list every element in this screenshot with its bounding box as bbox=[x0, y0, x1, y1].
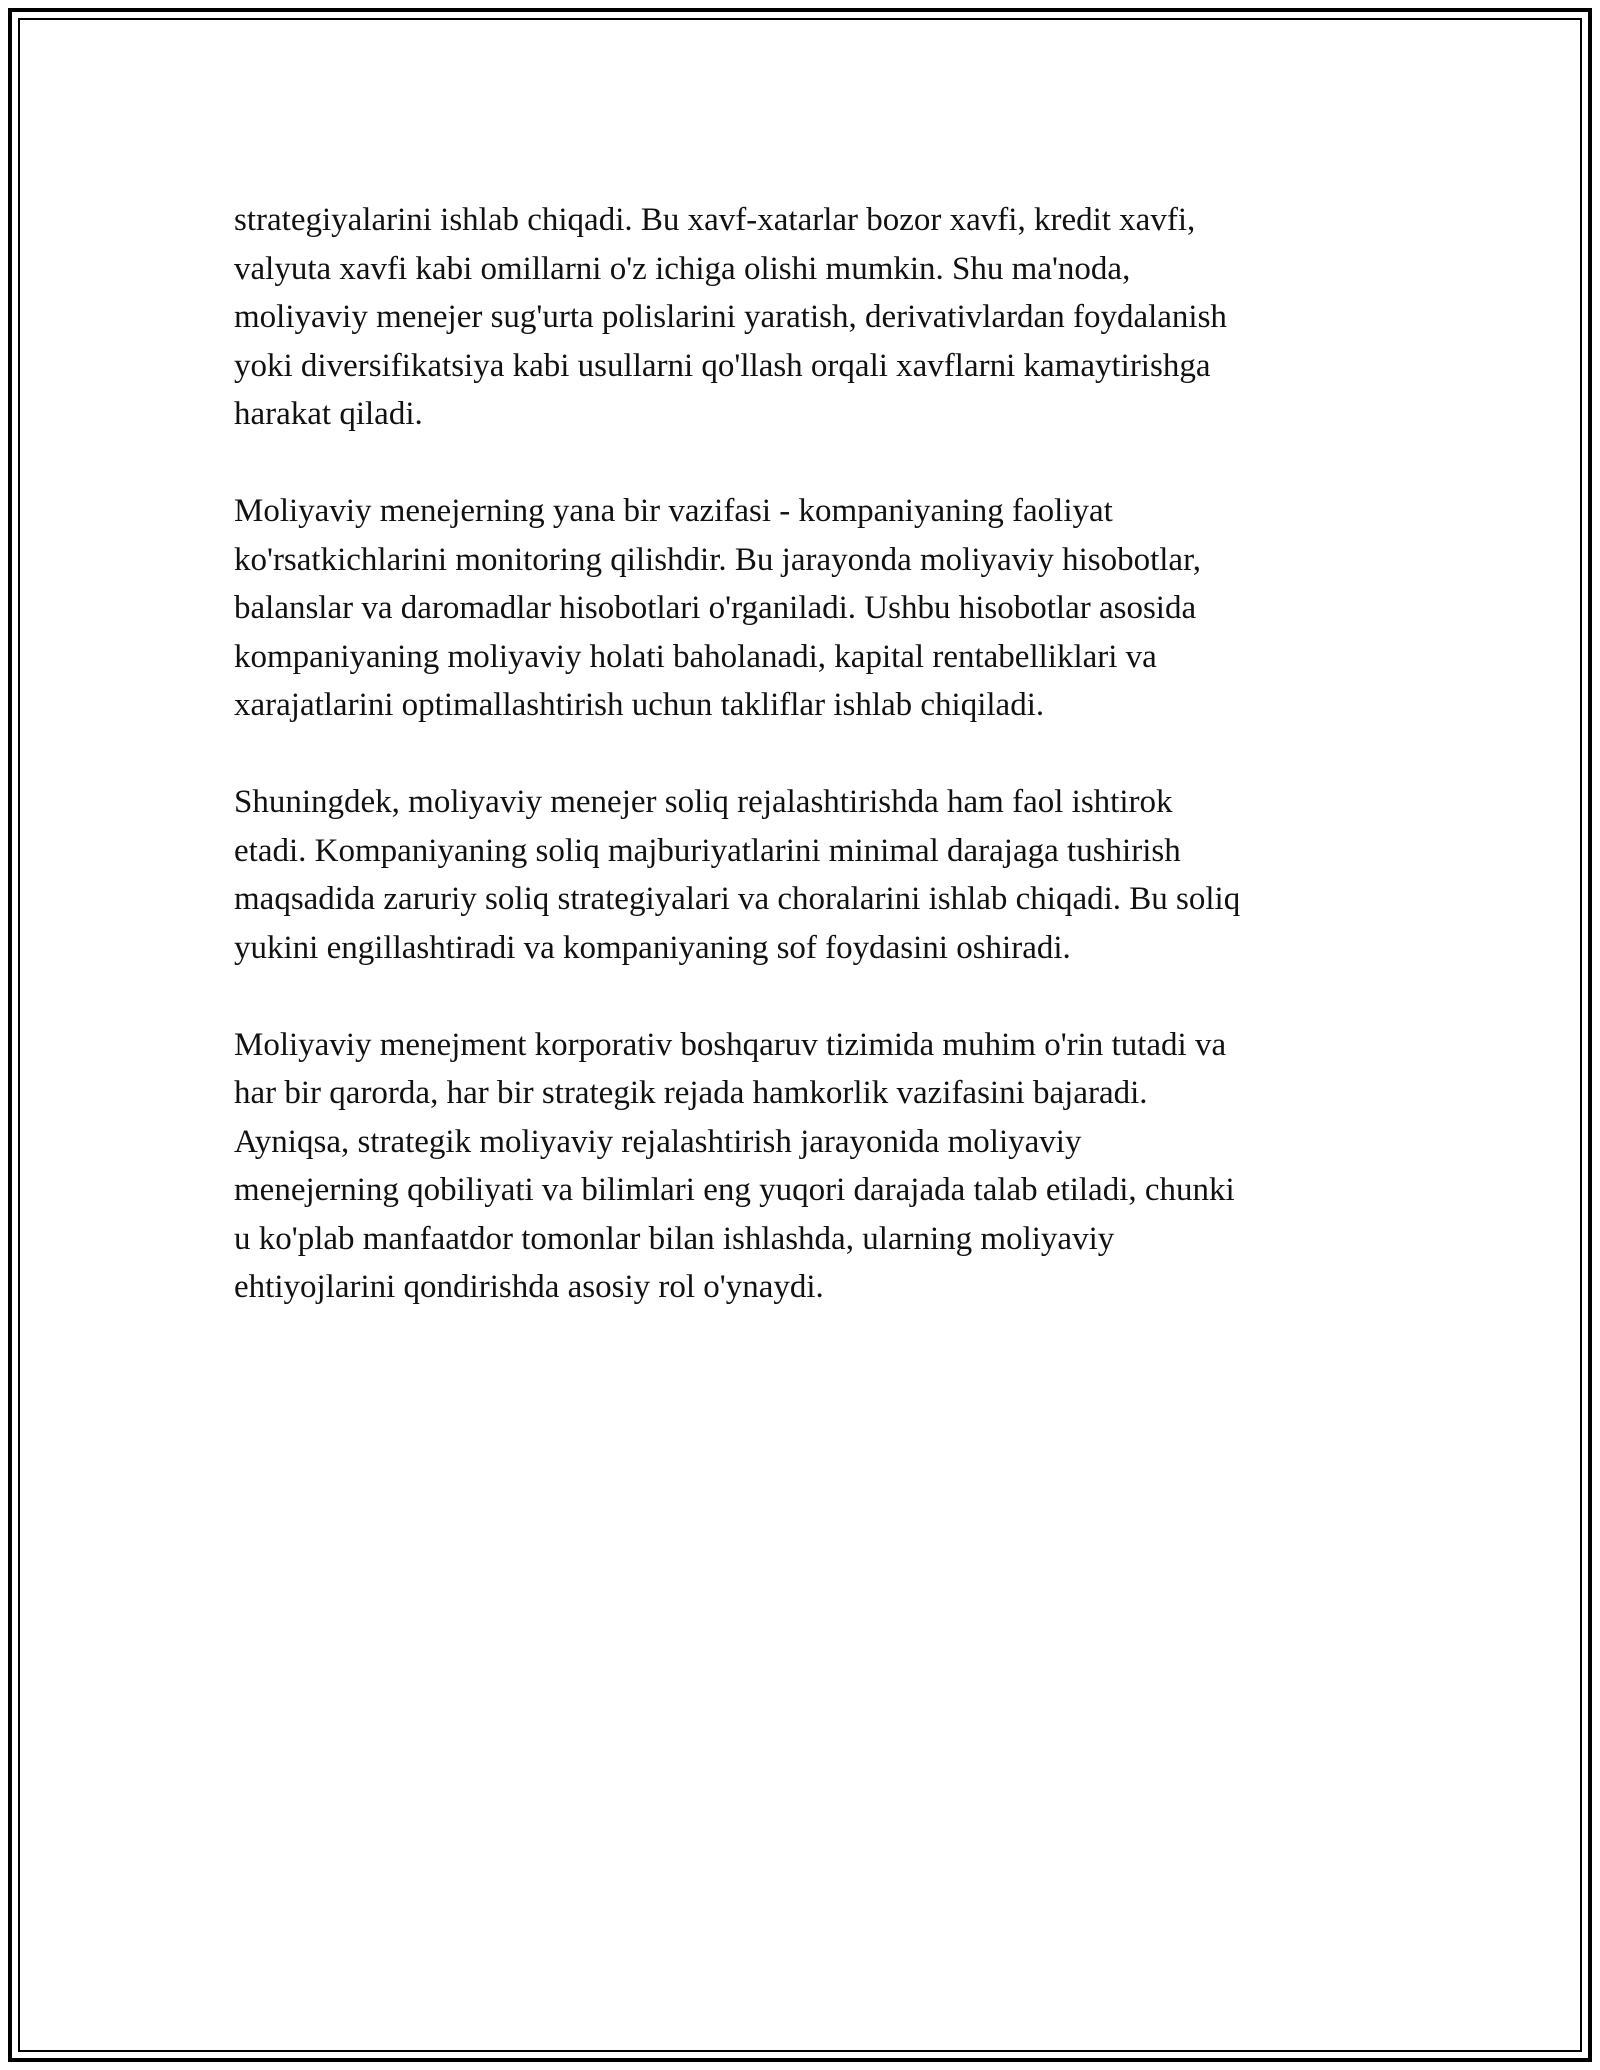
text-line: xarajatlarini optimallashtirish uchun takliflar ishlab chiqiladi. bbox=[234, 687, 1045, 723]
document-body bbox=[234, 196, 1374, 1360]
paragraph-tax-planning bbox=[234, 778, 1374, 972]
text-line: menejerning qobiliyati va bilimlari eng yuqori darajada talab etiladi, chunki bbox=[234, 1172, 1235, 1208]
text-line: maqsadida zaruriy soliq strategiyalari va choralarini ishlab chiqadi. Bu soliq bbox=[234, 881, 1241, 917]
text-line: kompaniyaning moliyaviy holati baholanadi, kapital rentabelliklari va bbox=[234, 638, 1157, 675]
text-line: ko'rsatkichlarini monitoring qilishdir. Bu jarayonda moliyaviy hisobotlar, bbox=[234, 541, 1201, 578]
paragraph-risk-management bbox=[234, 196, 1374, 439]
paragraph-performance-monitoring bbox=[234, 487, 1374, 730]
text-line: yoki diversifikatsiya kabi usullarni qo'llash orqali xavflarni kamaytirishga bbox=[234, 347, 1211, 384]
text-line: strategiyalarini ishlab chiqadi. Bu xavf-xatarlar bozor xavfi, kredit xavfi, bbox=[234, 202, 1196, 238]
text-line: Moliyaviy menejerning yana bir vazifasi - kompaniyaning faoliyat bbox=[234, 493, 1113, 529]
text-line: yukini engillashtiradi va kompaniyaning sof foydasini oshiradi. bbox=[234, 929, 1071, 966]
text-line: harakat qiladi. bbox=[234, 396, 423, 432]
paragraph-corporate-governance bbox=[234, 1021, 1374, 1312]
text-line: valyuta xavfi kabi omillarni o'z ichiga olishi mumkin. Shu ma'noda, bbox=[234, 250, 1131, 287]
text-line: har bir qarorda, har bir strategik rejada hamkorlik vazifasini bajaradi. bbox=[234, 1075, 1148, 1111]
text-line: Ayniqsa, strategik moliyaviy rejalashtirish jarayonida moliyaviy bbox=[234, 1123, 1082, 1160]
text-line: u ko'plab manfaatdor tomonlar bilan ishlashda, ularning moliyaviy bbox=[234, 1220, 1115, 1257]
text-line: balanslar va daromadlar hisobotlari o'rganiladi. Ushbu hisobotlar asosida bbox=[234, 590, 1197, 626]
text-line: ehtiyojlarini qondirishda asosiy rol o'ynaydi. bbox=[234, 1269, 824, 1305]
text-line: moliyaviy menejer sug'urta polislarini yaratish, derivativlardan foydalanish bbox=[234, 299, 1227, 335]
text-line: Moliyaviy menejment korporativ boshqaruv tizimida muhim o'rin tutadi va bbox=[234, 1026, 1227, 1063]
document-page bbox=[8, 8, 1592, 2062]
text-line: etadi. Kompaniyaning soliq majburiyatlarini minimal darajaga tushirish bbox=[234, 832, 1181, 869]
text-line: Shuningdek, moliyaviy menejer soliq rejalashtirishda ham faol ishtirok bbox=[234, 784, 1173, 820]
